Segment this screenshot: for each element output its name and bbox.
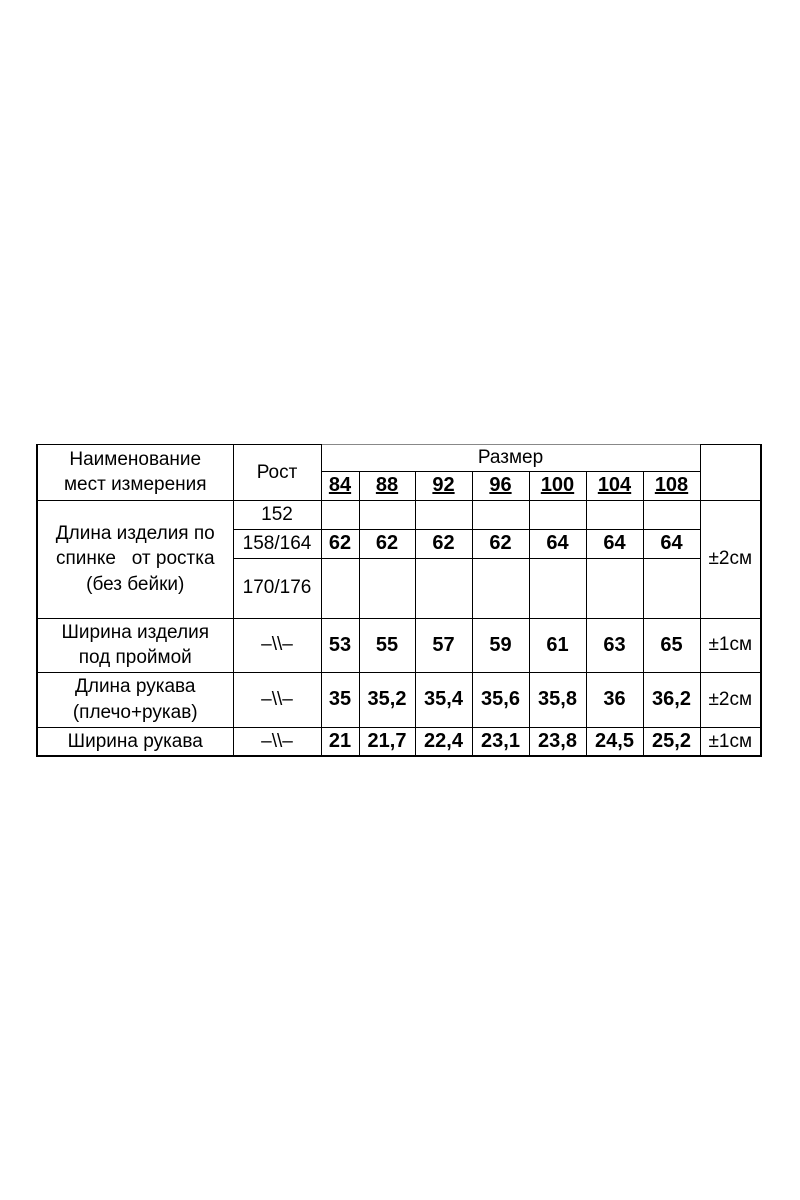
empty-cell <box>321 500 359 529</box>
header-measurement-name <box>37 445 233 501</box>
row-back-length-tolerance: ±2см <box>700 500 761 618</box>
value-cell: 35,6 <box>472 672 529 727</box>
header-name-line1: Наименование <box>69 448 202 470</box>
row-sleeve-length-name <box>37 672 233 727</box>
row-armhole-width-name <box>37 618 233 672</box>
empty-cell <box>586 558 643 618</box>
empty-cell <box>643 558 700 618</box>
value-cell: 63 <box>586 618 643 672</box>
row-armhole-width-line1: Ширина изделия <box>61 621 209 643</box>
value-cell: 22,4 <box>415 727 472 756</box>
empty-cell <box>472 500 529 529</box>
value-cell: 61 <box>529 618 586 672</box>
value-cell: 65 <box>643 618 700 672</box>
empty-cell <box>529 500 586 529</box>
value-cell: 21 <box>321 727 359 756</box>
row-sleeve-width-tolerance: ±1см <box>700 727 761 756</box>
value-cell: 36,2 <box>643 672 700 727</box>
value-cell: 62 <box>472 529 529 558</box>
value-cell: 35,2 <box>359 672 415 727</box>
empty-cell <box>643 500 700 529</box>
row-sleeve-width-name: Ширина рукава <box>37 727 233 756</box>
value-cell: 64 <box>586 529 643 558</box>
value-cell: 62 <box>321 529 359 558</box>
value-cell: 35,8 <box>529 672 586 727</box>
height-158-164: 158/164 <box>233 529 321 558</box>
height-ditto: –\\– <box>233 727 321 756</box>
size-104: 104 <box>586 471 643 500</box>
empty-cell <box>586 500 643 529</box>
empty-cell <box>415 500 472 529</box>
empty-cell <box>472 558 529 618</box>
value-cell: 23,8 <box>529 727 586 756</box>
value-cell: 64 <box>643 529 700 558</box>
row-back-length-name <box>37 500 233 618</box>
empty-cell <box>359 558 415 618</box>
row-armhole-width-tolerance: ±1см <box>700 618 761 672</box>
value-cell: 57 <box>415 618 472 672</box>
height-ditto: –\\– <box>233 618 321 672</box>
header-tolerance <box>700 445 761 501</box>
height-152: 152 <box>233 500 321 529</box>
value-cell: 64 <box>529 529 586 558</box>
header-name-line2: мест измерения <box>63 474 207 496</box>
value-cell: 21,7 <box>359 727 415 756</box>
value-cell: 24,5 <box>586 727 643 756</box>
value-cell: 62 <box>359 529 415 558</box>
empty-cell <box>415 558 472 618</box>
value-cell: 55 <box>359 618 415 672</box>
row-back-length-line2: спинке от ростка <box>55 548 215 570</box>
value-cell: 23,1 <box>472 727 529 756</box>
height-ditto: –\\– <box>233 672 321 727</box>
size-chart-table <box>36 444 762 757</box>
size-92: 92 <box>415 471 472 500</box>
value-cell: 35 <box>321 672 359 727</box>
value-cell: 53 <box>321 618 359 672</box>
row-back-length-line3: (без бейки) <box>86 573 185 595</box>
value-cell: 35,4 <box>415 672 472 727</box>
size-108: 108 <box>643 471 700 500</box>
row-armhole-width-line2: под проймой <box>78 647 192 669</box>
size-96: 96 <box>472 471 529 500</box>
value-cell: 62 <box>415 529 472 558</box>
empty-cell <box>359 500 415 529</box>
header-size: Размер <box>321 445 700 472</box>
row-sleeve-length-line2: (плечо+рукав) <box>72 701 198 723</box>
value-cell: 36 <box>586 672 643 727</box>
header-height: Рост <box>233 445 321 501</box>
size-84: 84 <box>321 471 359 500</box>
row-sleeve-length-line1: Длина рукава <box>74 676 196 697</box>
empty-cell <box>529 558 586 618</box>
size-88: 88 <box>359 471 415 500</box>
value-cell: 59 <box>472 618 529 672</box>
row-back-length-line1: Длина изделия по <box>55 522 215 544</box>
value-cell: 25,2 <box>643 727 700 756</box>
height-170-176: 170/176 <box>233 558 321 618</box>
empty-cell <box>321 558 359 618</box>
row-sleeve-length-tolerance: ±2см <box>700 672 761 727</box>
size-100: 100 <box>529 471 586 500</box>
